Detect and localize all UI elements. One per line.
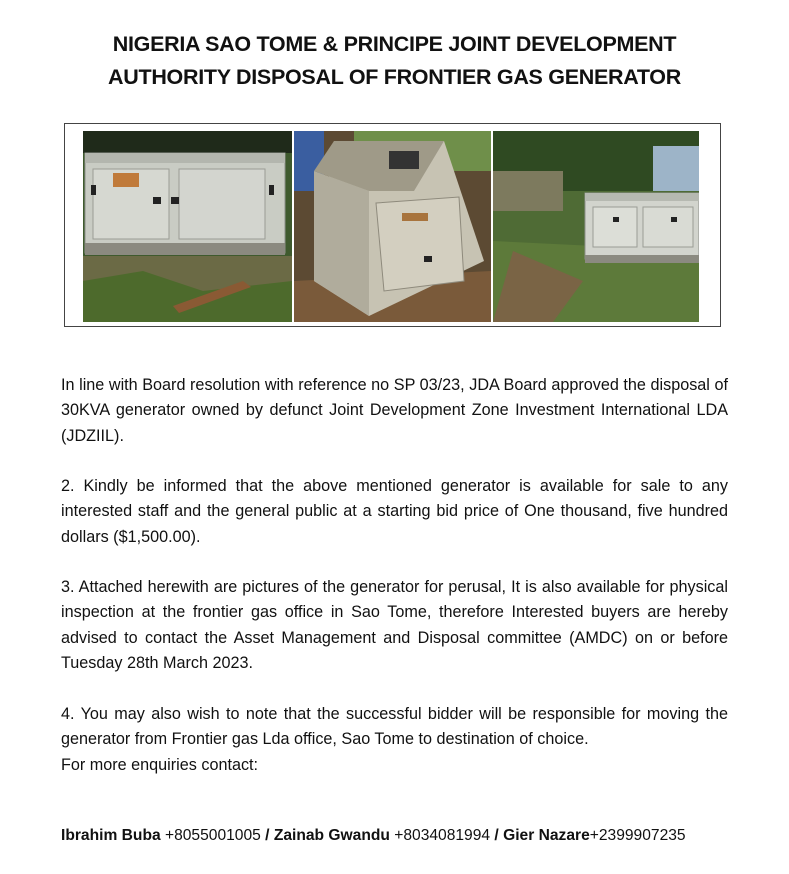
contact-phone: +8034081994	[389, 827, 491, 844]
generator-photos	[64, 123, 721, 327]
enquiries-line: For more enquiries contact:	[61, 755, 259, 774]
paragraph-4: 4. You may also wish to note that the successful bidder will be responsible for moving the generator from Frontier gas Lda office, Sao Tome to destination of choice. For more enquiries contact:	[61, 702, 728, 778]
contact-separator: /	[260, 827, 274, 844]
contact-separator: /	[490, 827, 504, 844]
generator-photo-yard	[493, 131, 699, 322]
contact-phone: +2399907235	[589, 827, 686, 844]
contact-name: Ibrahim Buba	[61, 827, 161, 844]
title-line-1: NIGERIA SAO TOME & PRINCIPE JOINT DEVELOPMENT	[112, 32, 677, 56]
generator-photo-side	[294, 131, 491, 322]
contact-name: Gier Nazare	[503, 827, 590, 844]
notice-title	[0, 28, 789, 94]
contact-name: Zainab Gwandu	[273, 827, 390, 844]
paragraph-3: 3. Attached herewith are pictures of the generator for perusal, It is also available for physical inspection at the frontier gas office in Sao Tome, therefore Interested buyers are hereby advised to contact the Asset Management and Disposal committee (AMDC) on or before Tuesday 28th March 2023.	[61, 578, 728, 672]
intro-paragraph: In line with Board resolution with reference no SP 03/23, JDA Board approved the disposal of 30KVA generator owned by defunct Joint Development Zone Investment International LDA (JDZIIL).	[61, 376, 728, 445]
title-line-2: AUTHORITY DISPOSAL OF FRONTIER GAS GENERATOR	[108, 65, 681, 89]
contact-phone: +8055001005	[160, 827, 261, 844]
paragraph-2: 2. Kindly be informed that the above mentioned generator is available for sale to any interested staff and the general public at a starting bid price of One thousand, five hundred dollars ($1,500.00).	[61, 477, 728, 546]
generator-photo-front	[83, 131, 292, 322]
contact-line	[61, 827, 686, 845]
